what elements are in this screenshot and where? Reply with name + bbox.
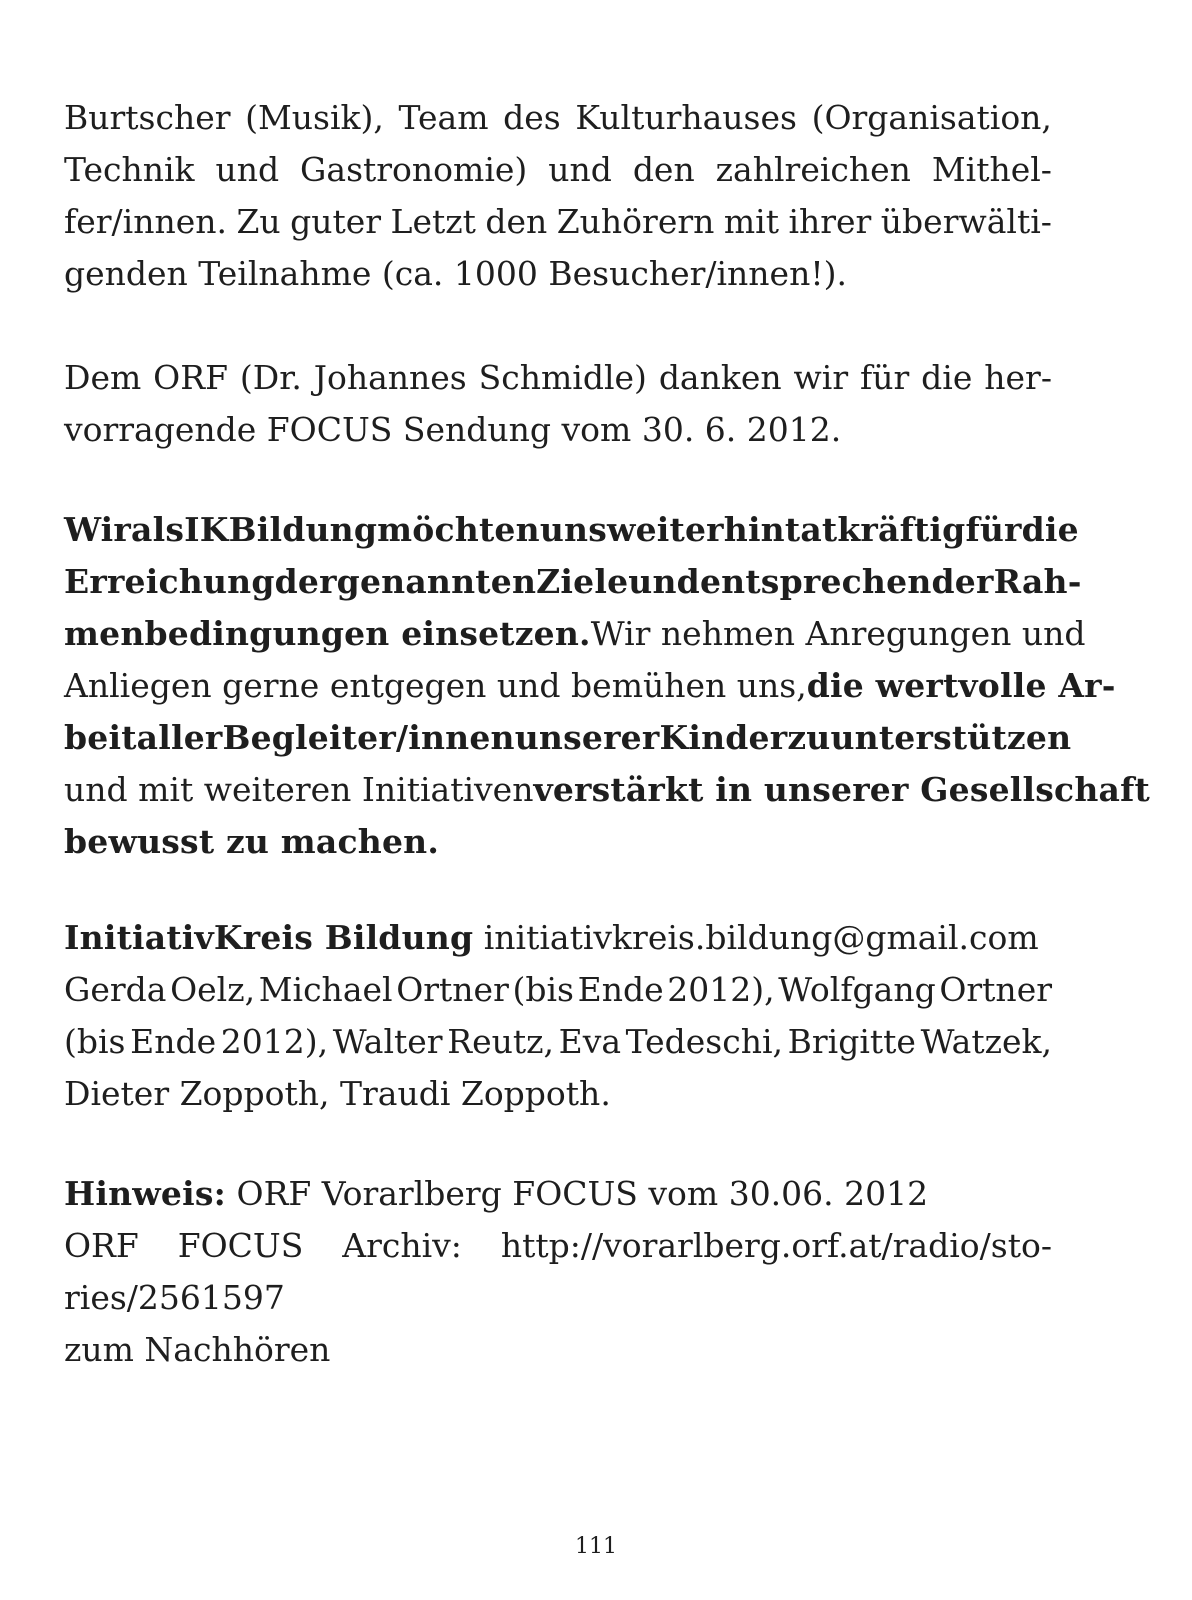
word: den <box>632 150 695 189</box>
word: Letzt <box>390 202 476 241</box>
word: Rah- <box>993 562 1082 601</box>
bold-phrase: menbedingungen einsetzen. <box>64 614 591 653</box>
word: 2012), <box>667 970 775 1009</box>
word: unserer <box>514 718 660 757</box>
paragraph-3-line-6 <box>64 764 1150 816</box>
word: Gastronomie) <box>300 150 528 189</box>
word: Ortner <box>939 970 1052 1009</box>
paragraph-1-line-4: genden Teilnahme (ca. 1000 Besucher/innen!). <box>64 254 847 293</box>
word: Walter <box>332 1022 443 1061</box>
word: Team <box>398 98 489 137</box>
word: Kulturhauses <box>575 98 797 137</box>
paragraph-3-line-4 <box>64 660 1116 712</box>
paragraph-3-line-1 <box>64 504 1079 556</box>
paragraph-4-line-2 <box>64 964 1052 1016</box>
paragraph-5-line-4: zum Nachhören <box>64 1330 331 1369</box>
word: Michael <box>258 970 393 1009</box>
word: ihrer <box>788 202 872 241</box>
word: mit <box>723 202 779 241</box>
word: (Dr. <box>239 358 302 397</box>
word: Zu <box>236 202 281 241</box>
word: Bildung <box>228 510 378 549</box>
word: und <box>548 150 612 189</box>
word: Erreichung <box>64 562 275 601</box>
paragraph-5-line-1 <box>64 1168 1052 1220</box>
word: Oelz, <box>170 970 256 1009</box>
word: überwälti- <box>880 202 1052 241</box>
normal-phrase: Wir nehmen Anregungen und <box>590 614 1086 653</box>
paragraph-5-line-3: ries/2561597 <box>64 1278 285 1317</box>
paragraph-4-line-4: Dieter Zoppoth, Traudi Zoppoth. <box>64 1074 611 1113</box>
email-address: initiativkreis.bildung@gmail.com <box>483 918 1039 957</box>
normal-phrase: und mit weiteren Initiativen <box>64 770 534 809</box>
paragraph-3-line-7: bewusst zu machen. <box>64 822 440 861</box>
word: Gerda <box>64 970 167 1009</box>
word: aller <box>136 718 223 757</box>
word: entsprechender <box>699 562 994 601</box>
word: weiterhin <box>606 510 785 549</box>
word: Johannes <box>313 358 467 397</box>
word: ORF <box>64 1226 139 1265</box>
word: Wir <box>64 510 132 549</box>
paragraph-4-line-1 <box>64 912 1052 964</box>
word: Ziele <box>536 562 629 601</box>
paragraph-5-line-2 <box>64 1220 1052 1272</box>
word: Mithel- <box>931 150 1052 189</box>
paragraph-3-line-3 <box>64 608 1086 660</box>
word: Schmidle) <box>478 358 647 397</box>
organization-name: InitiativKreis Bildung <box>64 918 474 957</box>
word: Archiv: <box>342 1226 462 1265</box>
paragraph-1-line-3 <box>64 196 1052 248</box>
page-number: 111 <box>575 1534 617 1559</box>
word: für <box>965 510 1022 549</box>
paragraph-3-line-5 <box>64 712 1072 764</box>
word: Zuhörern <box>556 202 715 241</box>
archive-url: http://vorarlberg.orf.at/radio/sto- <box>500 1226 1052 1265</box>
word: tatkräftig <box>784 510 966 549</box>
word: die <box>921 358 973 397</box>
word: uns <box>539 510 607 549</box>
word: 2012), <box>220 1022 329 1061</box>
word: Tedeschi, <box>625 1022 784 1061</box>
word: ORF <box>153 358 228 397</box>
word: (Musik), <box>245 98 384 137</box>
word: her- <box>984 358 1052 397</box>
word: den <box>485 202 548 241</box>
word: (bis <box>512 970 574 1009</box>
word: als <box>131 510 185 549</box>
word: Dem <box>64 358 142 397</box>
word: Brigitte <box>787 1022 916 1061</box>
paragraph-1-line-2 <box>64 144 1052 196</box>
word: Begleiter/innen <box>222 718 515 757</box>
word: Ende <box>130 1022 217 1061</box>
paragraph-3-line-2 <box>64 556 1082 608</box>
bold-phrase: verstärkt in unserer Gesellschaft <box>533 770 1150 809</box>
word: für <box>860 358 910 397</box>
word: unterstützen <box>830 718 1072 757</box>
word: (bis <box>64 1022 126 1061</box>
word: die <box>1021 510 1079 549</box>
word: guter <box>290 202 382 241</box>
paragraph-4-line-3 <box>64 1016 1052 1068</box>
word: Wolfgang <box>778 970 936 1009</box>
word: Eva <box>558 1022 622 1061</box>
paragraph-2-line-1 <box>64 352 1052 404</box>
word: danken <box>658 358 782 397</box>
note-label: Hinweis: <box>64 1174 227 1213</box>
word: Kinder <box>659 718 788 757</box>
word: Ortner <box>396 970 509 1009</box>
word: und <box>628 562 700 601</box>
word: (Organisation, <box>811 98 1052 137</box>
word: FOCUS <box>177 1226 304 1265</box>
note-text: ORF Vorarlberg FOCUS vom 30.06. 2012 <box>236 1174 929 1213</box>
word: Burtscher <box>64 98 231 137</box>
word: zu <box>787 718 831 757</box>
word: fer/innen. <box>64 202 227 241</box>
word: und <box>215 150 280 189</box>
paragraph-2-line-2: vorragende FOCUS Sendung vom 30. 6. 2012. <box>64 410 842 449</box>
word: zahlreichen <box>715 150 911 189</box>
word: wir <box>793 358 849 397</box>
word: beit <box>64 718 137 757</box>
word: Watzek, <box>920 1022 1052 1061</box>
normal-phrase: Anliegen gerne entgegen und bemühen uns, <box>64 666 807 705</box>
word: IK <box>184 510 229 549</box>
word: Ende <box>577 970 664 1009</box>
paragraph-1-line-1 <box>64 92 1052 144</box>
word: genannten <box>336 562 537 601</box>
word: Reutz, <box>447 1022 554 1061</box>
word: des <box>503 98 561 137</box>
word: der <box>274 562 337 601</box>
word: Technik <box>64 150 195 189</box>
word: möchten <box>377 510 540 549</box>
bold-phrase: die wertvolle Ar- <box>806 666 1116 705</box>
